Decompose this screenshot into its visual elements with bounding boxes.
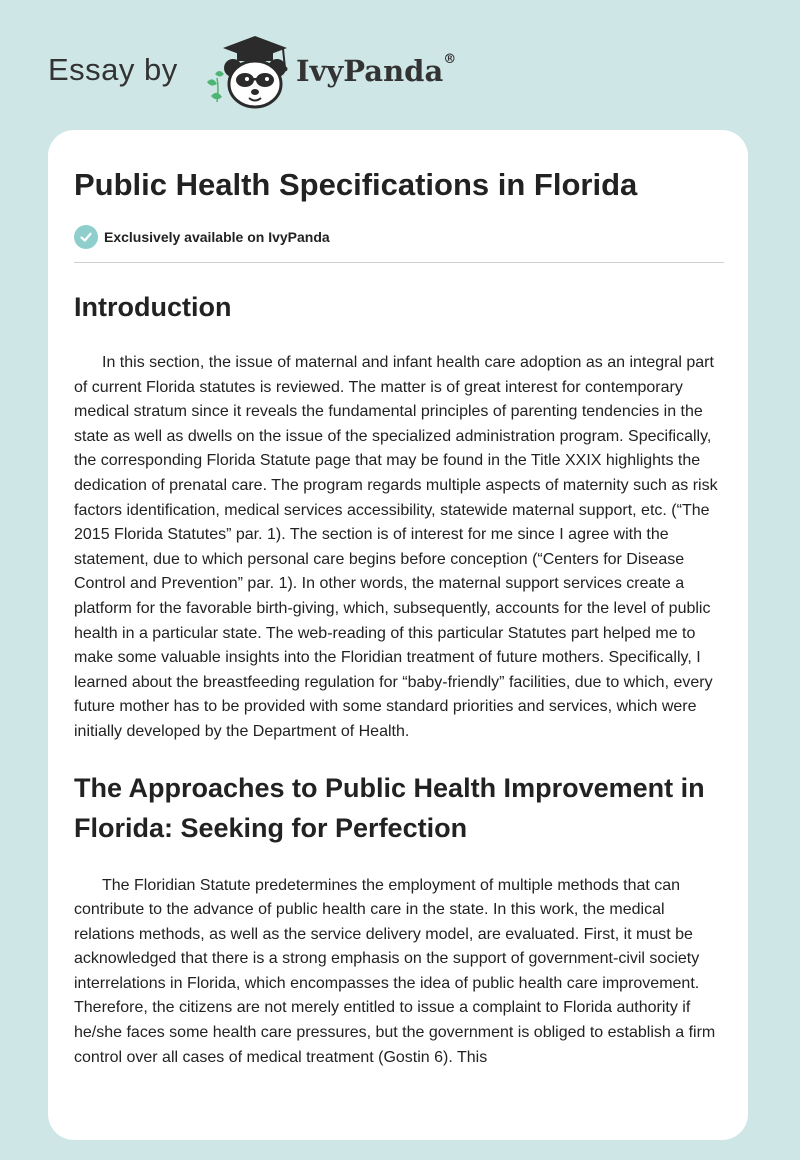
essay-by-label: Essay by	[48, 52, 178, 87]
divider	[74, 262, 724, 263]
section-heading-introduction: Introduction	[74, 292, 232, 322]
section-body-approaches: The Floridian Statute predetermines the employment of multiple methods that can contribute to the advance of public health care in the state. In this work, the medical relations methods, as well as the service delivery model, are evaluated. First, it must be acknowledged that there is a strong emphasis on the support of government-civil society interrelations in Florida, which encompasses the idea of public health care improvement. Therefore, the citizens are not merely entitled to issue a complaint to Florida authority if he/she faces some health care pressures, but the government is obliged to establish a firm control over all cases of medical treatment (Gostin 6). This	[74, 876, 716, 1066]
article-content	[74, 130, 724, 1070]
checkmark-icon	[74, 225, 98, 249]
section-heading-approaches: The Approaches to Public Health Improvement in Florida: Seeking for Perfection	[74, 772, 705, 843]
section-body-introduction: In this section, the issue of maternal and infant health care adoption as an integral part of current Florida statutes is reviewed. The matter is of great interest for contemporary medical stratum since it reveals the fundamental principles of parenting tendencies in the state as well as dwells on the issue of the specialized administration program. Specifically, the corresponding Florida Statute page that may be found in the Title XXIX highlights the dedication of prenatal care. The program regards multiple aspects of maternity such as risk factors identification, medical services accessibility, statewide maternal support, etc. (“The 2015 Florida Statutes” par. 1). The section is of interest for me since I agree with the statement, due to which personal care begins before conception (“Centers for Disease Control and Prevention” par. 1). In other words, the maternal support services create a platform for the favorable birth-giving, which, subsequently, accounts for the level of public health in a particular state. The web-reading of this particular Statutes part helped me to make some valuable insights into the Floridian treatment of future mothers. Specifically, I learned about the breastfeeding regulation for “baby-friendly” facilities, due to which, every future mother has to be provided with some standard priorities and services, which were initially developed by the Department of Health.	[74, 354, 718, 740]
site-header	[48, 30, 548, 110]
exclusive-label: Exclusively available on IvyPanda	[104, 229, 330, 245]
article-card	[48, 130, 748, 1140]
brand-name[interactable]: IvyPanda®	[296, 52, 457, 88]
exclusive-badge	[74, 224, 724, 250]
registered-mark: ®	[443, 52, 457, 67]
panda-logo-icon[interactable]	[201, 34, 293, 110]
article-title: Public Health Specifications in Florida	[74, 167, 638, 202]
